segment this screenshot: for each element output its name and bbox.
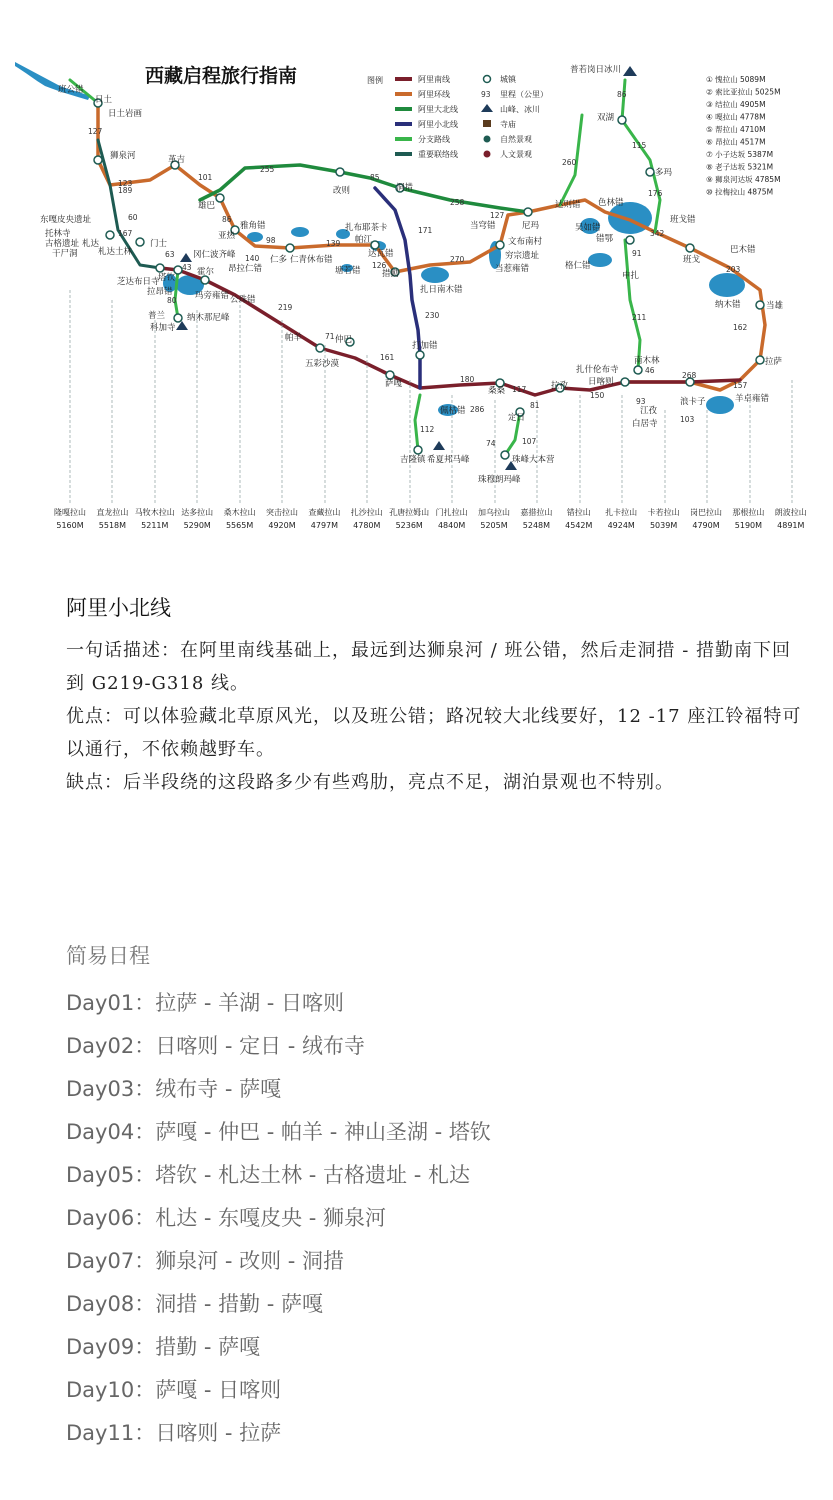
distance-label: 103: [680, 415, 695, 424]
schedule-day: Day02：日喀则 - 定日 - 绒布寺: [66, 1034, 366, 1058]
pass-name: 孔唐拉姆山: [389, 508, 430, 517]
lake-renqing: [291, 227, 309, 237]
distance-label: 43: [182, 263, 192, 272]
pass-bottom-list: [54, 507, 807, 530]
distance-label: 230: [425, 311, 440, 320]
label-jiangzi: 江孜: [640, 406, 658, 416]
tibet-route-map: [0, 0, 833, 545]
legend-heading: 图例: [367, 76, 383, 85]
distance-label: 171: [418, 226, 433, 235]
distance-label: 98: [266, 236, 276, 245]
label-zadatulin: 札达土林: [98, 247, 133, 257]
distance-label: 219: [278, 303, 293, 312]
distance-label: 157: [733, 381, 748, 390]
label-mapangyongcuo: 玛旁雍错: [195, 291, 230, 301]
distance-label: 180: [460, 375, 475, 384]
distance-label: 203: [726, 265, 741, 274]
distance-label: 150: [590, 391, 605, 400]
distance-label: 260: [562, 158, 577, 167]
pass-item: ① 愧拉山 5089M: [706, 75, 766, 84]
pass-item: ⑩ 拉梅拉山 4875M: [706, 187, 774, 197]
label-yanghu: 羊卓雍错: [735, 394, 770, 404]
pass-altitude: 5190M: [734, 521, 763, 530]
mountain-icon: [433, 441, 445, 450]
label-renduo: 仁多: [270, 255, 288, 265]
label-dajia: 打加错: [412, 341, 438, 351]
label-geji: 革吉: [168, 155, 186, 165]
pass-name: 突击拉山: [266, 508, 298, 517]
distance-label: 270: [450, 255, 465, 264]
distance-label: 176: [648, 189, 663, 198]
pass-altitude: 4790M: [692, 521, 720, 530]
pass-item: ③ 结拉山 4905M: [706, 100, 766, 109]
label-baijusi: 白居寺: [632, 419, 658, 429]
distance-label: 268: [682, 371, 697, 380]
pass-altitude: 5565M: [225, 521, 254, 530]
label-zhufeng: 珠峰大本营: [512, 455, 555, 465]
pass-name: 加乌拉山: [478, 508, 510, 517]
distance-label: 46: [645, 366, 655, 375]
label-langkazi: 浪卡子: [680, 397, 706, 407]
culture-icon: [484, 151, 491, 158]
legend-symbol-label: 人文景观: [500, 150, 532, 159]
label-bangongcuo: 班公错: [58, 85, 84, 95]
pass-list: [706, 74, 781, 197]
label-gangrenbo: 冈仁波齐峰: [193, 250, 236, 260]
pass-item: ② 索比亚拉山 5025M: [706, 87, 781, 97]
label-bangecuo: 班戈错: [670, 215, 696, 225]
label-ritu: 日土: [95, 95, 113, 105]
label-shiquanhe: 狮泉河: [110, 151, 136, 161]
schedule-day: Day06：札达 - 东嘎皮央 - 狮泉河: [66, 1206, 387, 1230]
pass-name: 扎卡拉山: [605, 508, 638, 517]
pass-item: ⑥ 昂拉山 4517M: [706, 137, 766, 147]
label-xixiabangma: 希夏邦马峰: [427, 455, 470, 465]
pass-name: 达多拉山: [181, 508, 214, 517]
place-labels: [40, 64, 784, 485]
label-pulan: 普兰: [148, 311, 166, 321]
label-lasa: 拉萨: [765, 357, 783, 367]
pass-name: 桑木拉山: [223, 508, 256, 517]
label-duoma: 多玛: [655, 168, 673, 178]
label-guge: 古格遗址: [45, 239, 80, 249]
distance-label: 115: [632, 141, 647, 150]
label-dangqiongcuo: 当穹错: [470, 221, 496, 231]
legend: [367, 74, 548, 159]
mountain-icon: [623, 66, 637, 76]
legend-symbol-label: 山峰、冰川: [500, 105, 540, 114]
route-ali-bignorth: [200, 165, 528, 212]
label-gaize: 改则: [333, 186, 351, 196]
article-heading: 阿里小北线: [66, 596, 171, 620]
distance-label: 126: [372, 261, 387, 270]
pass-altitude: 5205M: [480, 521, 508, 530]
distance-label: 123: [118, 179, 133, 188]
label-zabuye: 扎布耶茶卡: [345, 223, 388, 233]
label-zhidabuxi: 芝达布日寺: [117, 277, 160, 287]
label-cuoqin: 措勤: [382, 269, 400, 279]
route-branch-pulan: [175, 270, 178, 318]
label-xiongba: 雄巴: [198, 201, 216, 211]
label-leiyingcuo: 雅角错: [240, 221, 266, 231]
label-tuolinsi: 托林寺: [45, 229, 71, 239]
label-menshi: 门士: [150, 239, 168, 249]
distance-label: 81: [530, 401, 540, 410]
label-tangre: 塘若错: [335, 266, 361, 276]
pass-item: ⑤ 帮拉山 4710M: [706, 125, 766, 134]
label-selincuo: 色林错: [598, 198, 624, 208]
label-peiku: 佩枯错: [440, 406, 466, 416]
label-sangsang: 桑桑: [488, 386, 506, 396]
label-bamucuo: 巴木错: [730, 245, 756, 255]
label-jilong: 吉隆镇: [400, 455, 426, 465]
label-renqing: 仁青休布错: [290, 255, 333, 265]
pass-name: 错拉山: [566, 508, 591, 517]
schedule-day: Day10：萨嘎 - 日喀则: [66, 1378, 282, 1402]
label-dangxiong: 当雄: [766, 301, 784, 311]
pass-altitude: 5518M: [98, 521, 127, 530]
schedule-title: 简易日程: [66, 944, 150, 968]
pass-name: 朗波拉山: [774, 508, 807, 517]
pass-item: ⑧ 老子达坂 5321M: [706, 162, 774, 172]
schedule-day: Day11：日喀则 - 拉萨: [66, 1421, 282, 1445]
distance-label: 60: [128, 213, 138, 222]
legend-label: 重要联络线: [418, 150, 458, 159]
distance-label: 139: [326, 239, 341, 248]
schedule-day: Day08：洞措 - 措勤 - 萨嘎: [66, 1292, 324, 1316]
pass-altitude: 4780M: [353, 521, 381, 530]
route-branch-jilong: [415, 395, 420, 450]
label-puruo: 普若岗日冰川: [570, 65, 622, 75]
label-bulage: 昂拉仁错: [228, 264, 263, 274]
pass-altitude: 4920M: [268, 521, 296, 530]
pass-name: 查藏拉山: [308, 508, 341, 517]
distance-label: 162: [733, 323, 748, 332]
distance-label: 86: [222, 215, 232, 224]
pass-altitude: 5290M: [183, 521, 211, 530]
pass-altitude: 5236M: [395, 521, 423, 530]
pass-altitude: 4797M: [310, 521, 339, 530]
article-cons: 缺点：后半段绕的这段路多少有些鸡肋，亮点不足，湖泊景观也不特别。: [66, 772, 674, 793]
label-wucaishamo: 五彩沙漠: [305, 359, 340, 369]
label-tqin: 塔钦: [158, 273, 176, 283]
schedule-day: Day09：措勤 - 萨嘎: [66, 1335, 261, 1359]
pass-altitude: 4542M: [565, 521, 593, 530]
distance-label: 189: [118, 186, 133, 195]
label-nima: 尼玛: [522, 221, 540, 231]
distance-label: 63: [165, 250, 175, 259]
label-lafucuo: 拉昂错: [147, 287, 173, 297]
label-dongcuo: 洞措: [396, 183, 414, 193]
label-rikaze: 日喀则: [588, 377, 614, 387]
label-ritu-rock: 日土岩画: [108, 109, 143, 119]
label-naimunani: 纳木那尼峰: [187, 313, 230, 323]
route-branch-3: [625, 240, 640, 370]
label-zharinanmu: 扎日南木错: [420, 285, 463, 295]
pass-name: 隆嘎拉山: [54, 508, 86, 517]
legend-symbol-label: 自然景观: [500, 135, 532, 144]
distance-label: 80: [167, 296, 177, 305]
label-dazecuo: 达则错: [555, 200, 581, 210]
schedule-day: Day04：萨嘎 - 仲巴 - 帕羊 - 神山圣湖 - 塔钦: [66, 1120, 491, 1144]
distance-label: 71: [325, 332, 335, 341]
label-dingri: 定日: [508, 413, 526, 423]
schedule-day: Day05：塔钦 - 札达土林 - 古格遗址 - 札达: [66, 1163, 470, 1187]
label-yare: 亚热: [218, 231, 236, 241]
label-geren: 格仁错: [565, 261, 591, 271]
distance-label: 117: [512, 385, 527, 394]
distance-label: 161: [380, 353, 395, 362]
label-shuanghu: 双湖: [597, 113, 615, 123]
distance-label: 127: [490, 211, 505, 220]
mountain-icon: [180, 253, 192, 262]
label-gongzhucuo: 公珠错: [230, 295, 256, 305]
mountain-icon: [481, 104, 493, 112]
label-huoer: 霍尔: [197, 267, 215, 277]
label-ganhugu: 干尸洞: [52, 249, 78, 259]
pass-altitude: 5039M: [649, 521, 678, 530]
label-zhumulangma: 珠穆朗玛峰: [478, 475, 521, 485]
town-icon: [484, 76, 491, 83]
label-saga: 萨嘎: [385, 379, 403, 389]
distance-label: 258: [450, 198, 465, 207]
label-lazi: 拉孜: [551, 381, 569, 391]
legend-symbol-label: 里程（公里）: [500, 90, 548, 99]
label-pajiang: 帕江: [355, 235, 373, 245]
distance-label: 93: [636, 397, 646, 406]
svg-text:93: 93: [481, 90, 491, 99]
distance-label: 86: [617, 90, 627, 99]
distance-label: 286: [470, 405, 485, 414]
distance-label: 167: [118, 229, 133, 238]
pass-item: ④ 嘎拉山 4778M: [706, 112, 766, 122]
label-zada: 札达: [82, 239, 100, 249]
pass-altitude: 4924M: [607, 521, 635, 530]
label-nanmulin: 南木林: [634, 356, 660, 366]
schedule: [66, 940, 806, 1455]
pass-altitude: 5211M: [141, 521, 169, 530]
label-wenbu: 文布南村: [508, 237, 543, 247]
label-kejiasi: 科加寺: [150, 323, 176, 333]
distance-label: 127: [88, 127, 103, 136]
pass-name: 卡若拉山: [647, 508, 680, 517]
nature-icon: [484, 136, 491, 143]
distance-label: 211: [632, 313, 647, 322]
label-dangrecuo: 当惹雍错: [495, 264, 530, 274]
legend-label: 阿里环线: [418, 90, 450, 99]
distance-label: 140: [245, 254, 260, 263]
label-namucuo: 纳木错: [715, 300, 741, 310]
label-pagayong: 帕羊: [285, 333, 303, 343]
label-bange: 班戈: [683, 255, 701, 265]
pass-name: 马牧木拉山: [134, 508, 175, 517]
pass-altitude: 4891M: [777, 521, 805, 530]
temple-icon: [483, 120, 491, 127]
label-donggapiyang: 东嘎皮央遗址: [40, 215, 92, 225]
pass-altitude: 4840M: [437, 521, 466, 530]
label-cuo-e: 错鄂: [596, 234, 614, 244]
distance-label: 255: [260, 165, 275, 174]
pass-name: 扎沙拉山: [350, 508, 383, 517]
distance-label: 91: [632, 249, 642, 258]
article-summary: 一句话描述：在阿里南线基础上，最远到达狮泉河 / 班公错，然后走洞措 - 措勤南下回到 G219-G318 线。: [66, 640, 792, 694]
legend-label: 阿里大北线: [418, 105, 458, 114]
label-qiongzong: 穷宗遗址: [505, 251, 540, 261]
pass-item: ⑨ 狮泉河达坂 4785M: [706, 175, 781, 184]
distance-label: 112: [420, 425, 435, 434]
distance-label: 101: [198, 173, 213, 182]
distance-label: 107: [522, 437, 537, 446]
legend-symbol-label: 寺庙: [500, 120, 516, 129]
pass-name: 岗巴拉山: [690, 508, 722, 517]
lake-geren: [588, 253, 612, 267]
article-pros: 优点：可以体验藏北草原风光，以及班公错；路况较大北线要好，12 -17 座江铃福特可以通行，不依赖越野车。: [66, 706, 802, 760]
lake-zharinanmu: [421, 267, 449, 283]
map-title: 西藏启程旅行指南: [145, 65, 298, 87]
legend-label: 阿里小北线: [418, 120, 458, 129]
schedule-day: Day03：绒布寺 - 萨嘎: [66, 1077, 282, 1101]
pass-name: 直龙拉山: [96, 508, 129, 517]
pass-item: ⑦ 小子达坂 5387M: [706, 150, 774, 159]
label-wurucuo: 吴如错: [575, 223, 601, 233]
label-zhongba: 仲巴: [335, 335, 353, 345]
distance-label: 342: [650, 229, 665, 238]
distance-label: 85: [370, 173, 380, 182]
legend-label: 阿里南线: [418, 75, 450, 84]
pass-name: 嘉措拉山: [520, 508, 553, 517]
legend-label: 分支路线: [418, 135, 450, 144]
pass-altitude: 5248M: [522, 521, 551, 530]
legend-symbol-label: 城镇: [500, 75, 516, 84]
article: [66, 592, 806, 799]
schedule-day: Day01：拉萨 - 羊湖 - 日喀则: [66, 991, 345, 1015]
pass-name: 那根拉山: [732, 508, 765, 517]
distance-icon: [481, 90, 491, 99]
label-shenzha: 申扎: [622, 271, 640, 281]
distance-label: 74: [486, 439, 496, 448]
pass-altitude: 5160M: [56, 521, 84, 530]
schedule-day: Day07：狮泉河 - 改则 - 洞措: [66, 1249, 345, 1273]
label-zashilunbu: 扎什伦布寺: [576, 365, 619, 375]
lake-yanghu: [706, 396, 734, 414]
label-dawa: 达瓦错: [368, 249, 394, 259]
pass-name: 门扎拉山: [435, 508, 468, 517]
